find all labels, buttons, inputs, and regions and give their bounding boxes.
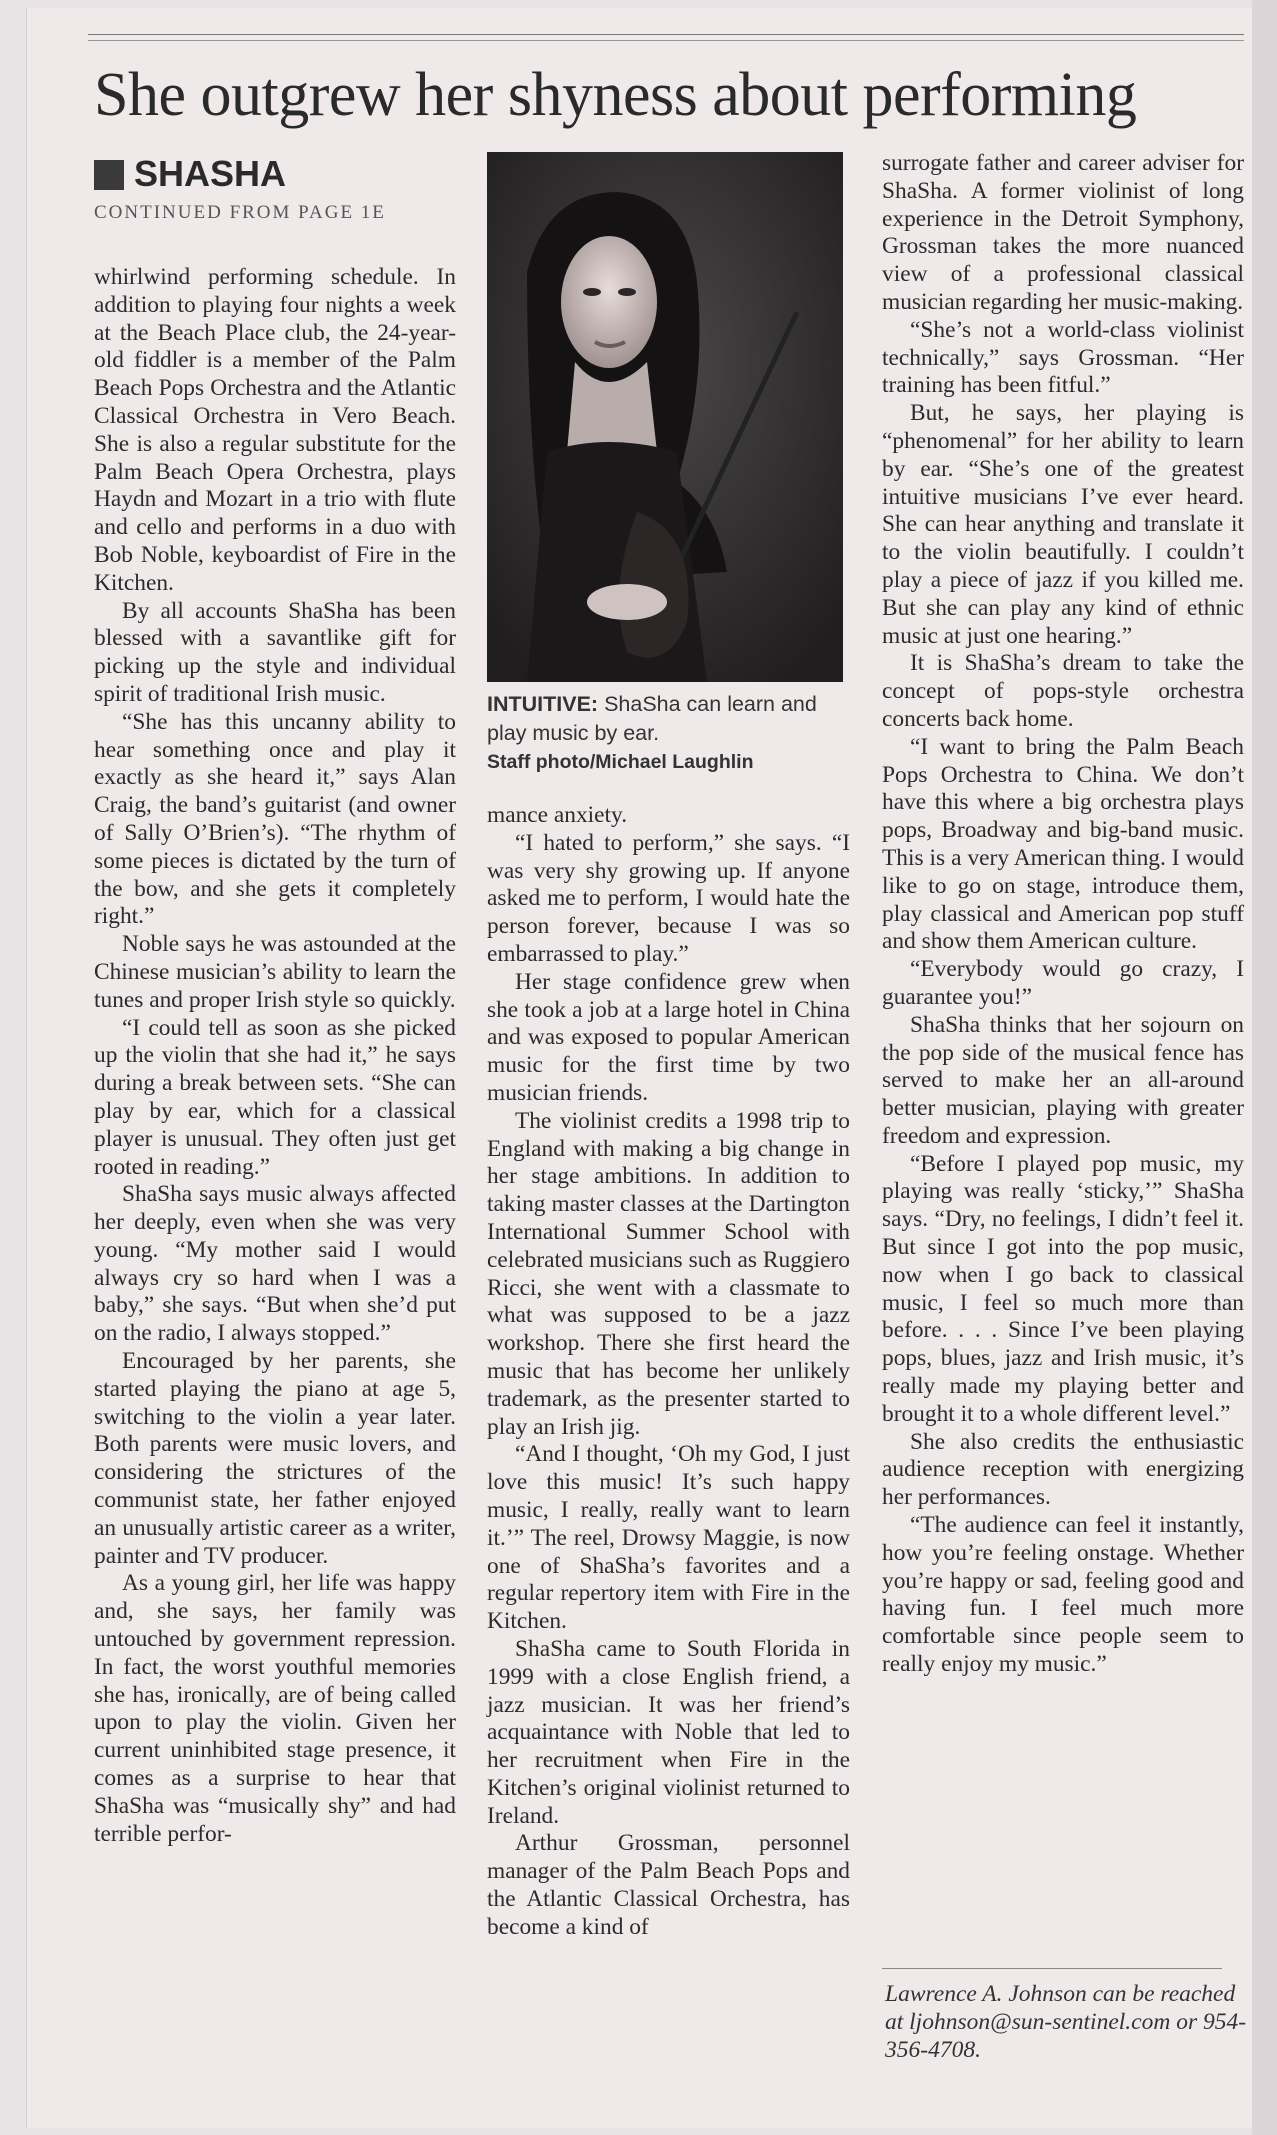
kicker-box-icon [94, 160, 124, 190]
headline: She outgrew her shyness about performing [94, 61, 1137, 129]
article-column-2 [487, 802, 850, 1942]
paragraph: “I hated to perform,” she says. “I was very shy growing up. If anyone asked me to perform, I would hate the person forever, because I was so embarrassed to play.” [487, 829, 850, 967]
paragraph: “And I thought, ‘Oh my God, I just love this music! It’s such happy music, I really, really want to learn it.’” The reel, Drowsy Maggie, is now one of ShaSha’s favorites and a regular repertory item with Fire in the Kitchen. [487, 1441, 850, 1635]
paragraph: whirlwind performing schedule. In addition to playing four nights a week at the Beach Place club, the 24-year-old fiddler is a member of the Palm Beach Pops Orchestra and the Atlantic Classical Orchestra in Vero Beach. She is also a regular substitute for the Palm Beach Opera Orchestra, plays Haydn and Mozart in a trio with flute and cello and performs in a duo with Bob Noble, keyboardist of Fire in the Kitchen. [94, 264, 456, 596]
paragraph: But, he says, her playing is “phenomenal” for her ability to learn by ear. “She’s one of the greatest intuitive musicians I’ve ever heard. She can hear anything and translate it to the violin beautifully. I couldn’t play a piece of jazz if you killed me. But she can play any kind of ethnic music at just one hearing.” [882, 400, 1244, 649]
article-column-1 [94, 264, 456, 1848]
paragraph: “I want to bring the Palm Beach Pops Orchestra to China. We don’t have this where a big orchestra plays pops, Broadway and big-band music. This is a very American thing. I would like to go on stage, introduce them, play classical and American pop stuff and show them American culture. [882, 733, 1244, 955]
paragraph: ShaSha thinks that her sojourn on the pop side of the musical fence has served to make her an all-around better musician, playing with greater freedom and expression. [882, 1011, 1244, 1149]
kicker-text: SHASHA [134, 153, 287, 194]
paragraph: ShaSha says music always affected her deeply, even when she was very young. “My mother said I would always cry so hard when I was a baby,” she says. “But when she’d put on the radio, I always stopped.” [94, 1181, 456, 1347]
caption-text: ShaSha can learn and play music by ear. [487, 692, 817, 745]
paragraph: By all accounts ShaSha has been blessed with a savantlike gift for picking up the style and individual spirit of traditional Irish music. [94, 597, 456, 707]
paragraph: The violinist credits a 1998 trip to England with making a big change in her stage ambitions. In addition to taking master classes at the Dartington International Summer School with celebrated musicians such as Ruggiero Ricci, she went with a classmate to what was supposed to be a jazz workshop. There she first heard the music that has become her unlikely trademark, as the presenter started to play an Irish jig. [487, 1107, 850, 1440]
paragraph: “She’s not a world-class violinist technically,” says Grossman. “Her training has been fitful.” [882, 316, 1244, 399]
portrait-image [487, 152, 843, 682]
paragraph: Encouraged by her parents, she started playing the piano at age 5, switching to the violin a year later. Both parents were music lovers, and considering the strictures of the communist state, her father enjoyed an unusually artistic career as a writer, painter and TV producer. [94, 1348, 456, 1569]
paragraph: “Before I played pop music, my playing was really ‘sticky,’” ShaSha says. “Dry, no feelings, I didn’t feel it. But since I got into the pop music, now when I go back to classical music, I feel so much more than before. . . . Since I’ve been playing pops, blues, jazz and Irish music, it’s really made my playing better and brought it to a whole different level.” [882, 1150, 1244, 1427]
paragraph: “Everybody would go crazy, I guarantee you!” [882, 956, 1244, 1010]
paragraph: Noble says he was astounded at the Chinese musician’s ability to learn the tunes and proper Irish style so quickly. [94, 931, 456, 1013]
caption-lead: INTUITIVE: [487, 692, 599, 716]
article-column-3 [882, 150, 1244, 1679]
top-rule [88, 34, 1244, 35]
paragraph: As a young girl, her life was happy and, she says, her family was untouched by government repression. In fact, the worst youthful memories she has, ironically, are of being called upon to play the violin. Given her current uninhibited stage presence, it comes as a surprise to hear that ShaSha was “musically shy” and had terrible perfor- [94, 1570, 456, 1847]
paragraph: Her stage confidence grew when she took a job at a large hotel in China and was exposed to popular American music for the first time by two musician friends. [487, 968, 850, 1106]
photo-shasha-violinist [487, 152, 843, 682]
paragraph: “The audience can feel it instantly, how you’re feeling onstage. Whether you’re happy or sad, feeling good and having fun. I feel much more comfortable since people seem to really enjoy my music.” [882, 1512, 1244, 1678]
photo-credit: Staff photo/Michael Laughlin [487, 751, 754, 773]
author-bio: Lawrence A. Johnson can be reached at ljohnson@sun-sentinel.com or 954-356-4708. [885, 1981, 1247, 2063]
kicker [94, 152, 286, 196]
paragraph: “She has this uncanny ability to hear something once and play it exactly as she heard it,” says Alan Craig, the band’s guitarist (and owner of Sally O’Brien’s). “The rhythm of some pieces is dictated by the turn of the bow, and she gets it completely right.” [94, 708, 456, 930]
paragraph: ShaSha came to South Florida in 1999 with a close English friend, a jazz musician. It was her friend’s acquaintance with Noble that led to her recruitment when Fire in the Kitchen’s original violinist returned to Ireland. [487, 1635, 850, 1829]
photo-caption [487, 690, 850, 777]
paragraph: surrogate father and career adviser for ShaSha. A former violinist of long experience in the Detroit Symphony, Grossman takes the more nuanced view of a professional classical musician regarding her music-making. [882, 150, 1244, 315]
paragraph: It is ShaSha’s dream to take the concept of pops-style orchestra concerts back home. [882, 650, 1244, 732]
paragraph: She also credits the enthusiastic audience reception with energizing her performances. [882, 1428, 1244, 1511]
bio-rule [882, 1968, 1222, 1969]
paragraph: Arthur Grossman, personnel manager of the Palm Beach Pops and the Atlantic Classical Orchestra, has become a kind of [487, 1830, 850, 1940]
paragraph: “I could tell as soon as she picked up the violin that she had it,” he says during a break between sets. “She can play by ear, which for a classical player is unusual. They often just get rooted in reading.” [94, 1014, 456, 1180]
paragraph: mance anxiety. [487, 802, 628, 828]
top-rule-thin [88, 40, 1244, 41]
jump-line: CONTINUED FROM PAGE 1E [94, 202, 386, 223]
scan-edge [1252, 0, 1277, 2135]
